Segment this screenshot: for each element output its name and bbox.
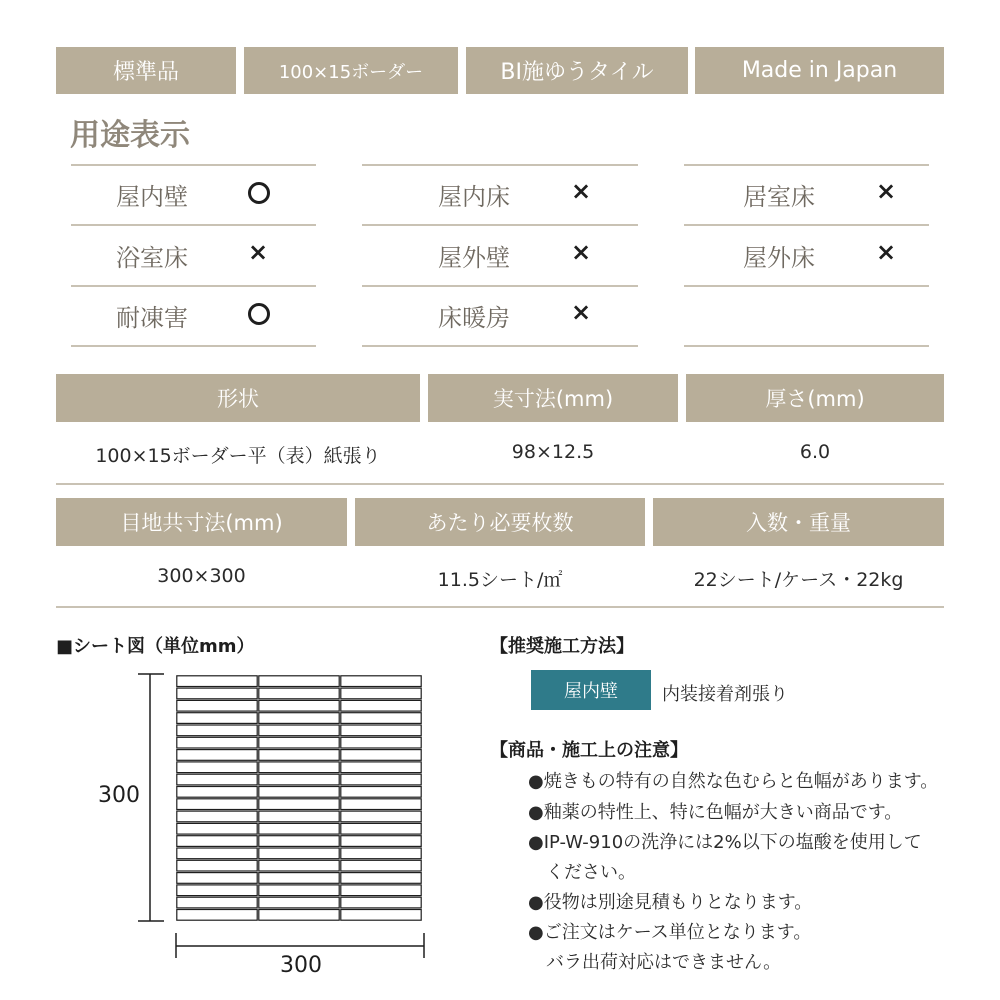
usage-mark-indoor-floor: × bbox=[571, 177, 592, 205]
tile-piece bbox=[177, 750, 257, 761]
sheet-height-label: 300 bbox=[98, 783, 140, 808]
note-line: ●役物は別途見積もりとなります。 bbox=[528, 892, 813, 913]
tile-piece bbox=[177, 910, 257, 921]
tile-piece bbox=[341, 836, 421, 847]
tile-piece bbox=[341, 811, 421, 822]
usage-mark-bath-floor: × bbox=[248, 238, 269, 266]
note-line: ください。 bbox=[528, 862, 636, 883]
tag-standard: 標準品 bbox=[56, 47, 236, 94]
tile-piece bbox=[341, 774, 421, 785]
tile-piece bbox=[177, 700, 257, 711]
divider bbox=[56, 606, 944, 608]
tile-piece bbox=[341, 897, 421, 908]
tile-piece bbox=[177, 787, 257, 798]
tile-piece bbox=[259, 688, 339, 699]
spec-value-joint-size: 300×300 bbox=[157, 565, 246, 587]
tile-piece bbox=[259, 750, 339, 761]
divider bbox=[684, 164, 929, 166]
tile-piece bbox=[177, 823, 257, 834]
method-text: 内装接着剤張り bbox=[662, 684, 788, 705]
tile-piece bbox=[341, 873, 421, 884]
divider bbox=[56, 483, 944, 485]
tile-piece bbox=[177, 811, 257, 822]
spec-value-thickness: 6.0 bbox=[799, 441, 831, 463]
tile-piece bbox=[177, 860, 257, 871]
tile-piece bbox=[177, 848, 257, 859]
tile-piece bbox=[341, 885, 421, 896]
tile-piece bbox=[341, 848, 421, 859]
usage-title: 用途表示 bbox=[70, 118, 190, 153]
tile-piece bbox=[341, 700, 421, 711]
tile-piece bbox=[177, 774, 257, 785]
tile-piece bbox=[259, 848, 339, 859]
sheet-width-label: 300 bbox=[280, 953, 322, 978]
tile-piece bbox=[259, 885, 339, 896]
tile-piece bbox=[259, 676, 339, 687]
divider bbox=[362, 345, 638, 347]
method-badge: 屋内壁 bbox=[531, 670, 651, 710]
spec-header-thickness: 厚さ(mm) bbox=[686, 374, 944, 422]
notes-title: 【商品・施工上の注意】 bbox=[490, 740, 688, 761]
tile-piece bbox=[177, 897, 257, 908]
tile-piece bbox=[259, 774, 339, 785]
circle-mark-icon bbox=[248, 182, 270, 204]
tile-piece bbox=[177, 799, 257, 810]
sheet-grid bbox=[177, 676, 421, 920]
tag-size: 100×15ボーダー bbox=[244, 47, 458, 94]
tile-piece bbox=[177, 762, 257, 773]
usage-mark-outdoor-floor: × bbox=[876, 238, 897, 266]
tile-piece bbox=[177, 737, 257, 748]
spec-header-required-count: あたり必要枚数 bbox=[355, 498, 645, 546]
usage-label-outdoor-floor: 屋外床 bbox=[743, 244, 815, 272]
tile-piece bbox=[259, 762, 339, 773]
tile-piece bbox=[259, 737, 339, 748]
note-line: ●ご注文はケース単位となります。 bbox=[528, 922, 812, 943]
divider bbox=[362, 164, 638, 166]
note-line: ●IP-W-910の洗浄には2%以下の塩酸を使用して bbox=[528, 832, 922, 853]
sheet-diagram-title: ■シート図（単位mm） bbox=[56, 636, 255, 657]
tile-piece bbox=[259, 725, 339, 736]
tile-piece bbox=[259, 873, 339, 884]
tag-origin: Made in Japan bbox=[695, 47, 944, 94]
spec-header-shape: 形状 bbox=[56, 374, 420, 422]
spec-header-quantity-weight: 入数・重量 bbox=[653, 498, 944, 546]
method-title: 【推奨施工方法】 bbox=[490, 636, 634, 657]
tile-piece bbox=[259, 713, 339, 724]
tile-piece bbox=[341, 737, 421, 748]
usage-mark-floor-heating: × bbox=[571, 298, 592, 326]
note-line: ●釉薬の特性上、特に色幅が大きい商品です。 bbox=[528, 802, 903, 823]
usage-label-indoor-floor: 屋内床 bbox=[438, 183, 510, 211]
spec-value-required-count: 11.5シート/㎡ bbox=[437, 569, 563, 591]
tile-piece bbox=[259, 897, 339, 908]
usage-label-floor-heating: 床暖房 bbox=[438, 304, 510, 332]
tile-piece bbox=[341, 823, 421, 834]
tile-piece bbox=[341, 799, 421, 810]
tile-piece bbox=[341, 688, 421, 699]
sheet-diagram bbox=[138, 668, 478, 968]
usage-mark-outdoor-wall: × bbox=[571, 238, 592, 266]
circle-mark-icon bbox=[248, 303, 270, 325]
spec-value-actual-size: 98×12.5 bbox=[511, 441, 595, 463]
tile-piece bbox=[177, 836, 257, 847]
tile-piece bbox=[259, 700, 339, 711]
tile-piece bbox=[259, 823, 339, 834]
tile-piece bbox=[259, 811, 339, 822]
tile-piece bbox=[341, 860, 421, 871]
usage-label-living-floor: 居室床 bbox=[743, 183, 815, 211]
tile-piece bbox=[177, 676, 257, 687]
spec-value-shape: 100×15ボーダー平（表）紙張り bbox=[95, 445, 381, 467]
spec-value-quantity-weight: 22シート/ケース・22kg bbox=[693, 569, 904, 591]
usage-label-bath-floor: 浴室床 bbox=[116, 244, 188, 272]
divider bbox=[362, 285, 638, 287]
tile-piece bbox=[259, 910, 339, 921]
divider bbox=[684, 345, 929, 347]
tile-piece bbox=[177, 688, 257, 699]
tile-piece bbox=[341, 750, 421, 761]
note-line: バラ出荷対応はできません。 bbox=[528, 952, 782, 973]
divider bbox=[71, 164, 316, 166]
usage-mark-living-floor: × bbox=[876, 177, 897, 205]
spec-header-actual-size: 実寸法(mm) bbox=[428, 374, 678, 422]
tile-piece bbox=[341, 762, 421, 773]
tag-glaze: BI施ゆうタイル bbox=[466, 47, 688, 94]
tile-piece bbox=[177, 885, 257, 896]
tile-piece bbox=[341, 713, 421, 724]
tile-piece bbox=[259, 799, 339, 810]
divider bbox=[71, 224, 316, 226]
tile-piece bbox=[341, 725, 421, 736]
usage-label-indoor-wall: 屋内壁 bbox=[116, 183, 188, 211]
tile-piece bbox=[259, 836, 339, 847]
usage-label-outdoor-wall: 屋外壁 bbox=[438, 244, 510, 272]
divider bbox=[71, 285, 316, 287]
divider bbox=[684, 224, 929, 226]
tile-piece bbox=[341, 787, 421, 798]
tile-piece bbox=[177, 725, 257, 736]
tile-piece bbox=[259, 787, 339, 798]
tile-piece bbox=[341, 910, 421, 921]
divider bbox=[71, 345, 316, 347]
tile-piece bbox=[259, 860, 339, 871]
tile-piece bbox=[341, 676, 421, 687]
tile-piece bbox=[177, 873, 257, 884]
usage-label-frost-resistant: 耐凍害 bbox=[116, 304, 188, 332]
tile-piece bbox=[177, 713, 257, 724]
divider bbox=[684, 285, 929, 287]
note-line: ●焼きもの特有の自然な色むらと色幅があります。 bbox=[528, 771, 939, 792]
divider bbox=[362, 224, 638, 226]
spec-header-joint-size: 目地共寸法(mm) bbox=[56, 498, 347, 546]
